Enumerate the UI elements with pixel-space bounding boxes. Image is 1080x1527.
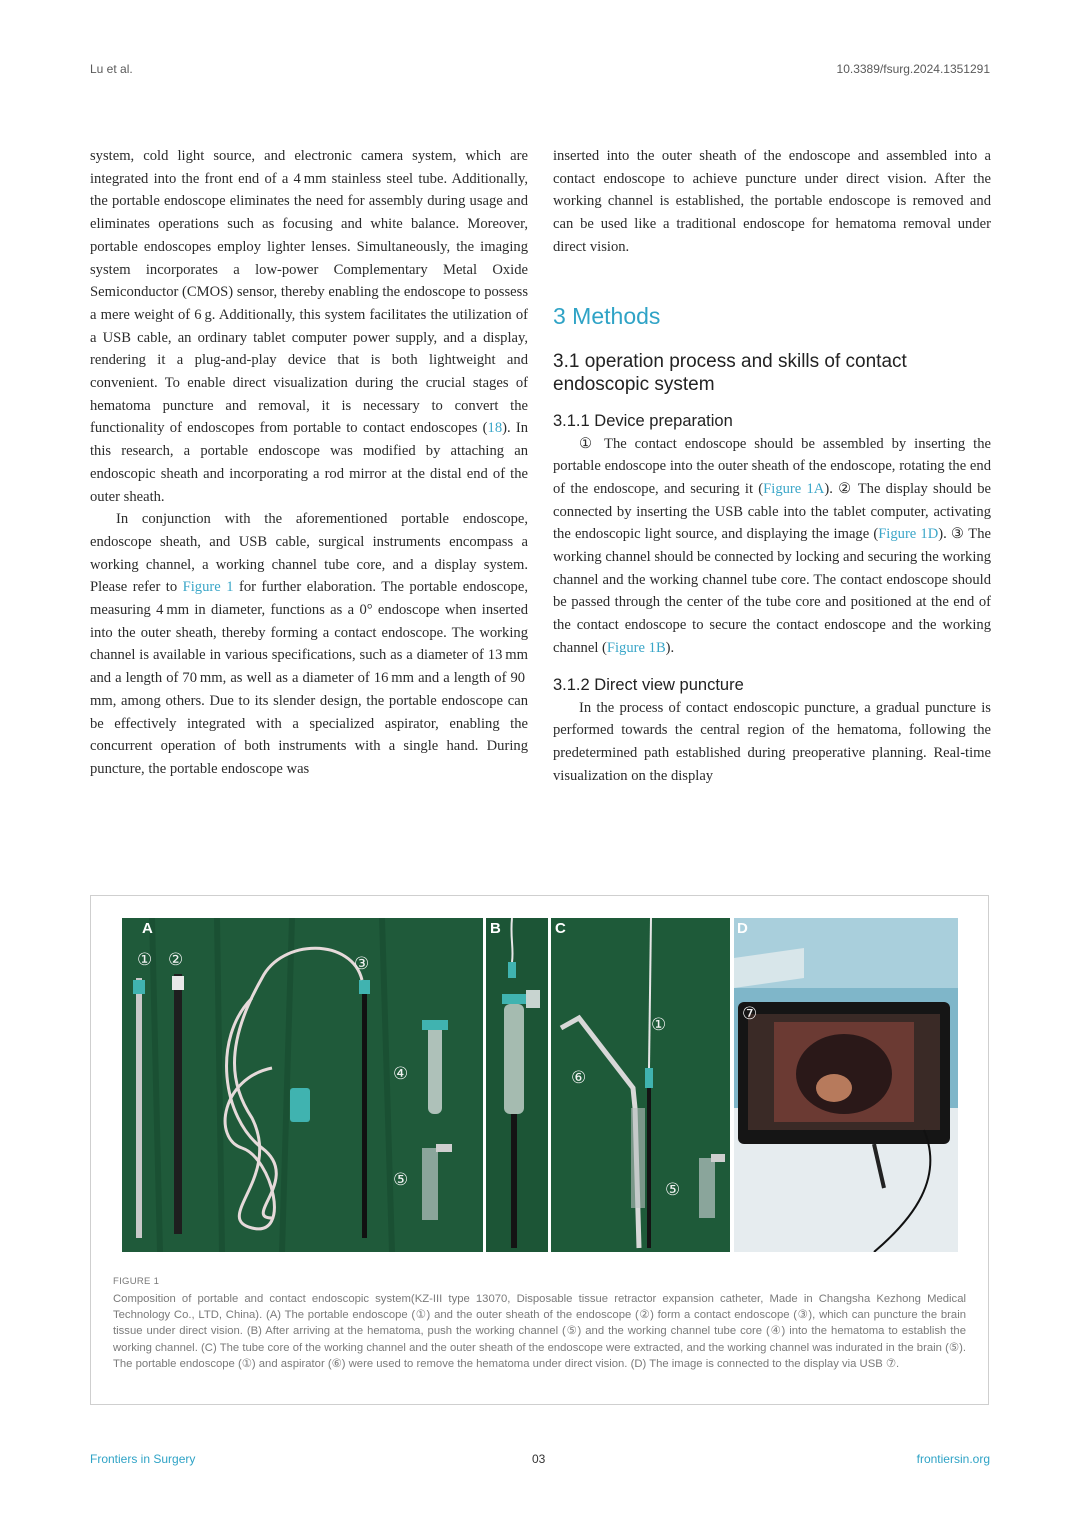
figure-caption: Composition of portable and contact endoscopic system(KZ-III type 13070, Disposable tissue retractor expansion catheter, Made in Changsha Kezhong Medical Technology Co., LTD, China). (A) The portable endoscope (①) and the outer sheath of the endoscope (②) form a contact endoscope (③), which can puncture the brain tissue under direct vision. (B) After arriving at the hematoma, push the working channel (⑤) and the working channel tube core (④) into the hematoma to establish the working channel. (C) The tube core of the working channel and the outer sheath of the endoscope were extracted, and the working channel was indurated in the brain (⑤). The portable endoscope (①) and aspirator (⑥) were used to remove the hematoma under direct vision. (D) The image is connected to the display via USB ⑦. bbox=[113, 1293, 966, 1370]
marker-2: ② bbox=[168, 950, 184, 970]
marker-3: ③ bbox=[354, 954, 370, 974]
figure-panel-b bbox=[486, 918, 548, 1252]
text-span: In conjunction with the aforementioned portable endoscope, endoscope sheath, and USB cable, surgical instruments encompass a working channel, a working channel tube core, and a display system. Please refer to bbox=[90, 511, 528, 596]
footer-site-link[interactable]: frontiersin.org bbox=[916, 1452, 990, 1466]
section-title: 3 Methods bbox=[553, 302, 661, 329]
marker-5: ⑤ bbox=[665, 1180, 681, 1200]
marker-1: ① bbox=[137, 950, 153, 970]
left-text-column bbox=[90, 145, 528, 781]
figure-image bbox=[122, 918, 958, 1252]
paragraph bbox=[90, 508, 528, 780]
panel-label-d: D bbox=[737, 920, 748, 937]
paragraph bbox=[90, 145, 528, 508]
paragraph bbox=[553, 433, 991, 660]
text-span: for further elaboration. The portable endoscope, measuring 4 mm in diameter, functions as a 0° endoscope when inserted into the outer sheath, thereby forming a contact endoscope. The working channel is available in various specifications, such as a diameter of 13 mm and a length of 70 mm, as well as a diameter of 16 mm and a length of 90 mm, among others. Due to its slender design, the portable endoscope can be effectively integrated with a specialized aspirator, enabling the concurrent operation of both instruments with a single hand. During puncture, the portable endoscope was bbox=[90, 579, 528, 777]
panel-label-c: C bbox=[555, 920, 566, 937]
text-span: ). ③ The working channel should be connected by locking and securing the working channel and the working channel tube core. The contact endoscope should be passed through the center of the tube core and positioned at the end of the contact endoscope to secure the contact endoscope and the working channel ( bbox=[553, 526, 991, 656]
marker-7: ⑦ bbox=[742, 1004, 758, 1024]
panel-label-a: A bbox=[142, 920, 153, 937]
marker-4: ④ bbox=[393, 1064, 409, 1084]
right-text-column bbox=[553, 145, 991, 787]
subsection-title: 3.1 operation process and skills of contact endoscopic system bbox=[553, 350, 907, 395]
figure-link[interactable]: Figure 1D bbox=[878, 526, 939, 543]
figure-link[interactable]: Figure 1B bbox=[606, 639, 666, 656]
figure-panel-a bbox=[122, 918, 483, 1252]
paragraph: inserted into the outer sheath of the endoscope and assembled into a contact endoscope to achieve puncture under direct vision. After the working channel is established, the portable endoscope is removed and can be used like a traditional endoscope for hematoma removal under direct vision. bbox=[553, 148, 991, 255]
text-span: ). ② The display should be connected by inserting the USB cable into the tablet computer, activating the endoscopic light source, and displaying the image ( bbox=[553, 480, 991, 543]
panel-label-b: B bbox=[490, 920, 501, 937]
figure-panel-d bbox=[734, 918, 958, 1252]
panel-d-illustration bbox=[734, 918, 958, 1252]
reference-link[interactable]: 18 bbox=[487, 420, 503, 437]
figure-label: FIGURE 1 bbox=[113, 1276, 160, 1287]
figure-link[interactable]: Figure 1 bbox=[182, 579, 234, 596]
figure-link[interactable]: Figure 1A bbox=[763, 480, 825, 497]
subsubsection-title: 3.1.2 Direct view puncture bbox=[553, 675, 744, 694]
marker-1: ① bbox=[651, 1015, 667, 1035]
paragraph: In the process of contact endoscopic puncture, a gradual puncture is performed towards the central region of the hematoma, following the predetermined path established during preoperative planning. Real-time visualization on the display bbox=[553, 699, 991, 784]
text-span: ). bbox=[665, 639, 675, 656]
text-span: ). In this research, a portable endoscope was modified by attaching an endoscopic sheath and incorporating a rod mirror at the distal end of the outer sheath. bbox=[90, 420, 528, 505]
marker-5: ⑤ bbox=[393, 1170, 409, 1190]
figure-panel-c bbox=[551, 918, 730, 1252]
running-header-doi: 10.3389/fsurg.2024.1351291 bbox=[836, 62, 990, 76]
footer-page-number: 03 bbox=[532, 1452, 546, 1466]
text-span: system, cold light source, and electronic camera system, which are integrated into the front end of a 4 mm stainless steel tube. Additionally, the portable endoscope eliminates the need for assembly during usage and eliminates operations such as focusing and white balance. Moreover, portable endoscopes employ lighter lenses. Simultaneously, the imaging system incorporates a low-power Complementary Metal Oxide Semiconductor (CMOS) sensor, thereby enabling the endoscope to possess a mere weight of 6 g. Additionally, this system facilitates the utilization of a USB cable, an ordinary tablet computer power supply, and a display, rendering it a plug-and-play device that is both lightweight and convenient. To enable direct visualization during the crucial stages of hematoma puncture and removal, it is necessary to convert the functionality of endoscopes from portable to contact endoscopes ( bbox=[90, 148, 528, 437]
panel-b-illustration bbox=[486, 918, 548, 1252]
footer-journal: Frontiers in Surgery bbox=[90, 1452, 196, 1466]
running-header-author: Lu et al. bbox=[90, 62, 133, 76]
subsubsection-title: 3.1.1 Device preparation bbox=[553, 411, 733, 430]
marker-6: ⑥ bbox=[571, 1068, 587, 1088]
text-span: ① The contact endoscope should be assembled by inserting the portable endoscope into the outer sheath of the endoscope, rotating the end of the endoscope, and securing it ( bbox=[553, 435, 991, 497]
